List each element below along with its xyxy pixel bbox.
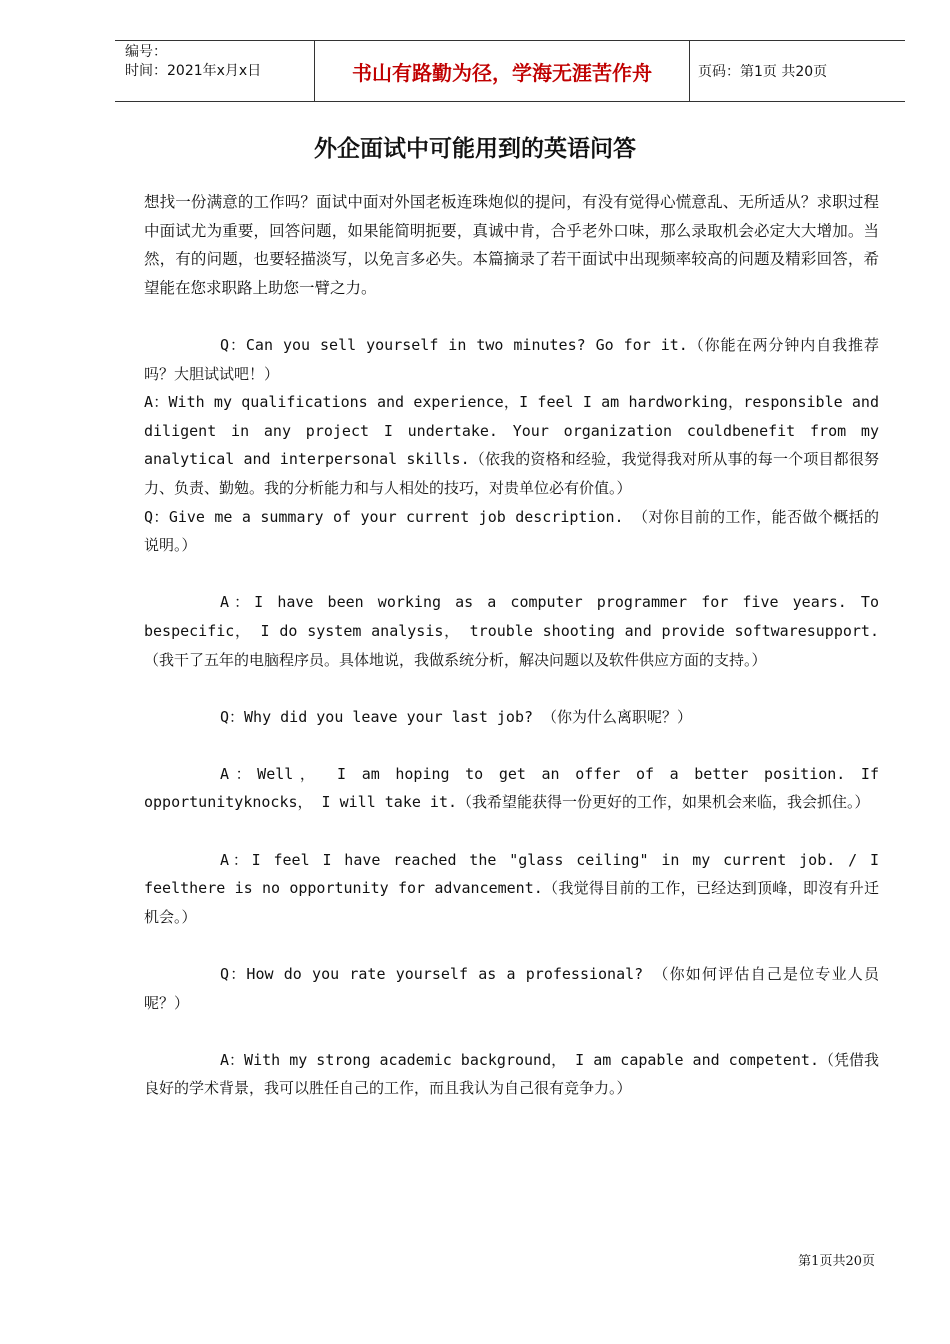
- qa-item: A：Well， I am hoping to get an offer of a better position. If opportunityknocks， I will take it.（我希望能获得一份更好的工作，如果机会来临，我会抓住。）: [144, 764, 879, 812]
- document-body: [144, 188, 879, 1103]
- document-date: 时间：2021年x月x日: [125, 63, 262, 79]
- header-motto-cell: [315, 41, 690, 101]
- qa-item: A：With my qualifications and experience，I feel I am hardworking，responsible and diligent in any project I undertake. Your organization couldbenefit from my analytical and interpersonal skills.（依我的资格和经验，我觉得我对所从事的每一个项目都很努力、负责、勤勉。我的分析能力和与人相处的技巧，对贵单位必有价值。）: [144, 393, 879, 497]
- document-number-label: 编号：: [125, 44, 167, 60]
- qa-item: A：I have been working as a computer programmer for five years. To bespecific， I do system analysis， trouble shooting and provide softwaresupport. （我干了五年的电脑程序员。具体地说，我做系统分析，解决问题以及软件供应方面的支持。）: [144, 593, 879, 669]
- qa-item: Q：Can you sell yourself in two minutes? Go for it.（你能在两分钟内自我推荐吗？大胆试试吧！）: [144, 335, 879, 383]
- qa-item: A：I feel I have reached the "glass ceiling" in my current job. / I feelthere is no opportunity for advancement.（我觉得目前的工作，已经达到顶峰，即沒有升迁机会。）: [144, 850, 879, 926]
- page-header: [115, 40, 905, 102]
- header-page-info: 页码：第1页 共20页: [698, 64, 828, 80]
- qa-item: Q：Why did you leave your last job? （你为什么离职呢？）: [220, 707, 693, 726]
- intro-paragraph: 想找一份满意的工作吗？面试中面对外国老板连珠炮似的提问，有没有觉得心慌意乱、无所适从？求职过程中面试尤为重要，回答问题，如果能简明扼要，真诚中肯，合乎老外口味，那么录取机会必定大大增加。当然，有的问题，也要轻描淡写，以免言多必失。本篇摘录了若干面试中出现频率较高的问题及精彩回答，希望能在您求职路上助您一臂之力。: [144, 193, 879, 297]
- qa-item: Q：How do you rate yourself as a professional? （你如何评估自己是位专业人员呢？）: [144, 965, 879, 1012]
- header-meta: [115, 41, 315, 101]
- header-motto: 书山有路勤为径，学海无涯苦作舟: [352, 60, 652, 85]
- document-title: 外企面试中可能用到的英语问答: [314, 136, 636, 162]
- qa-item: Q：Give me a summary of your current job description. （对你目前的工作，能否做个概括的说明。）: [144, 507, 879, 555]
- qa-item: A：With my strong academic background， I am capable and competent.（凭借我良好的学术背景，我可以胜任自己的工作，而且我认为自己很有竞争力。）: [144, 1050, 879, 1098]
- page-footer: 第1页共20页: [798, 1254, 875, 1269]
